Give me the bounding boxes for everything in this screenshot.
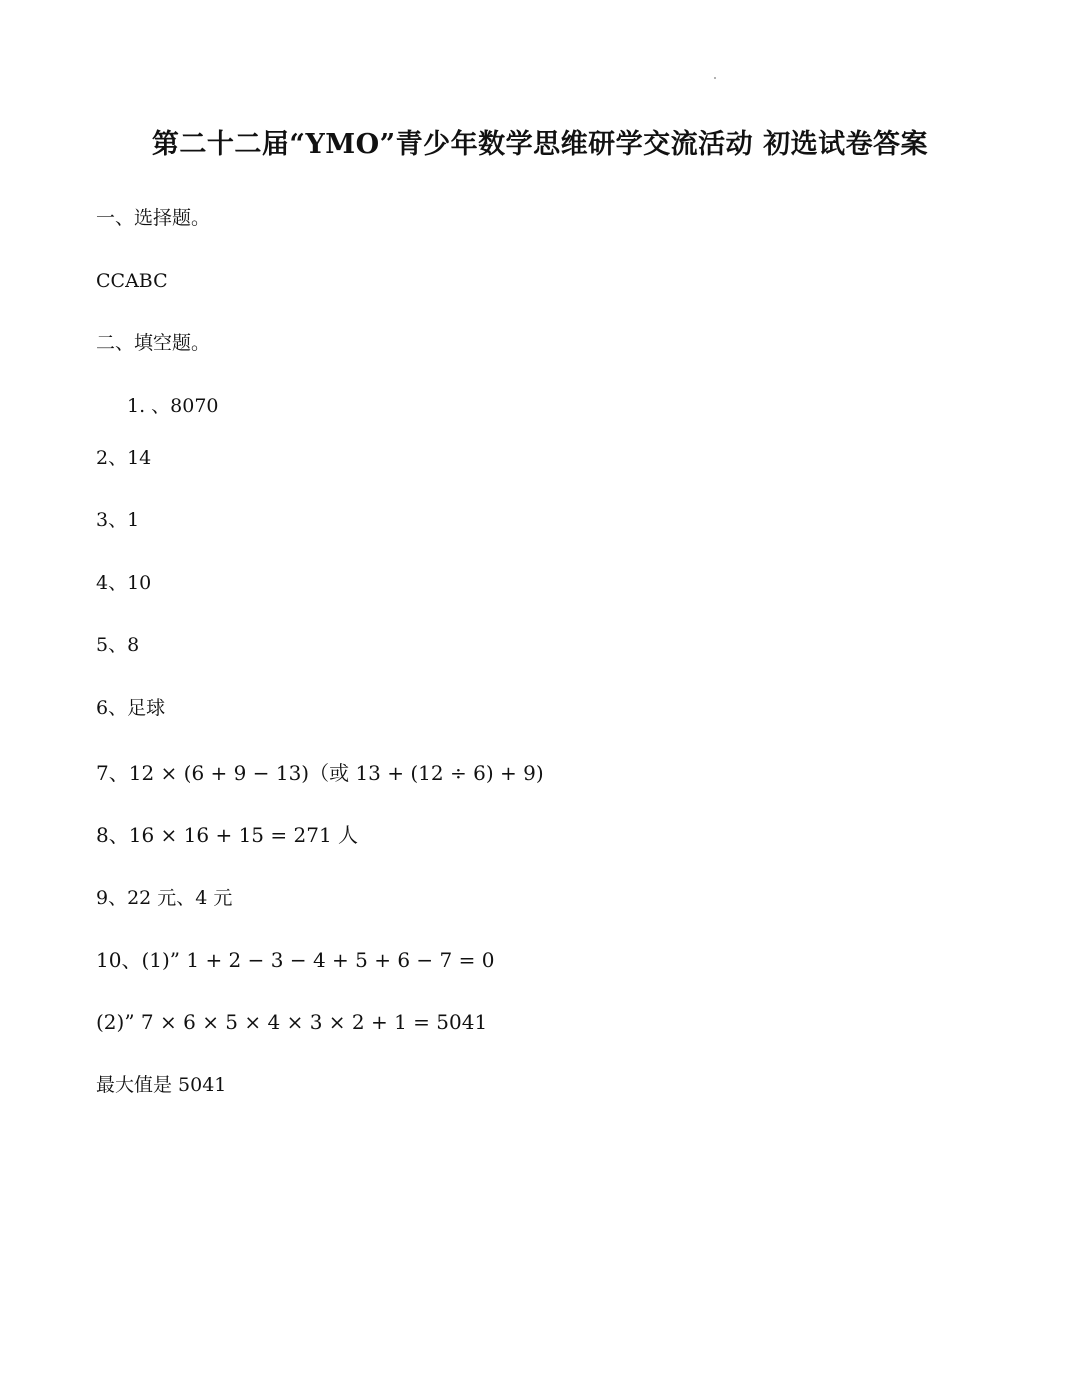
fill-answer-3: 3、1 [96,509,140,531]
fill-answer-10-part-2: (2)” 7 × 6 × 5 × 4 × 3 × 2 + 1 = 5041 [96,1010,488,1034]
fill-answer-10-part-1: 10、(1)” 1 + 2 − 3 − 4 + 5 + 6 − 7 = 0 [96,948,495,972]
fill-answer-10-max: 最大值是 5041 [96,1074,227,1096]
scan-speck [714,77,716,79]
fill-answer-9: 9、22 元、4 元 [96,887,233,909]
document-title: 第二十二届“YMO”青少年数学思维研学交流活动 初选试卷答案 [151,129,929,160]
fill-answer-5: 5、8 [96,634,140,656]
section-heading-choice: 一、选择题。 [96,207,211,229]
fill-answer-1: 1. 、8070 [127,395,219,417]
fill-answer-2: 2、14 [96,447,152,469]
fill-answer-7: 7、12 × (6 + 9 − 13)（或 13 + (12 ÷ 6) + 9) [96,761,544,785]
choice-answers: CCABC [96,270,168,292]
fill-answer-4: 4、10 [96,572,152,594]
section-heading-fill: 二、填空题。 [96,332,211,354]
fill-answer-8: 8、16 × 16 + 15 = 271 人 [96,823,359,847]
fill-answer-6: 6、足球 [96,697,166,719]
